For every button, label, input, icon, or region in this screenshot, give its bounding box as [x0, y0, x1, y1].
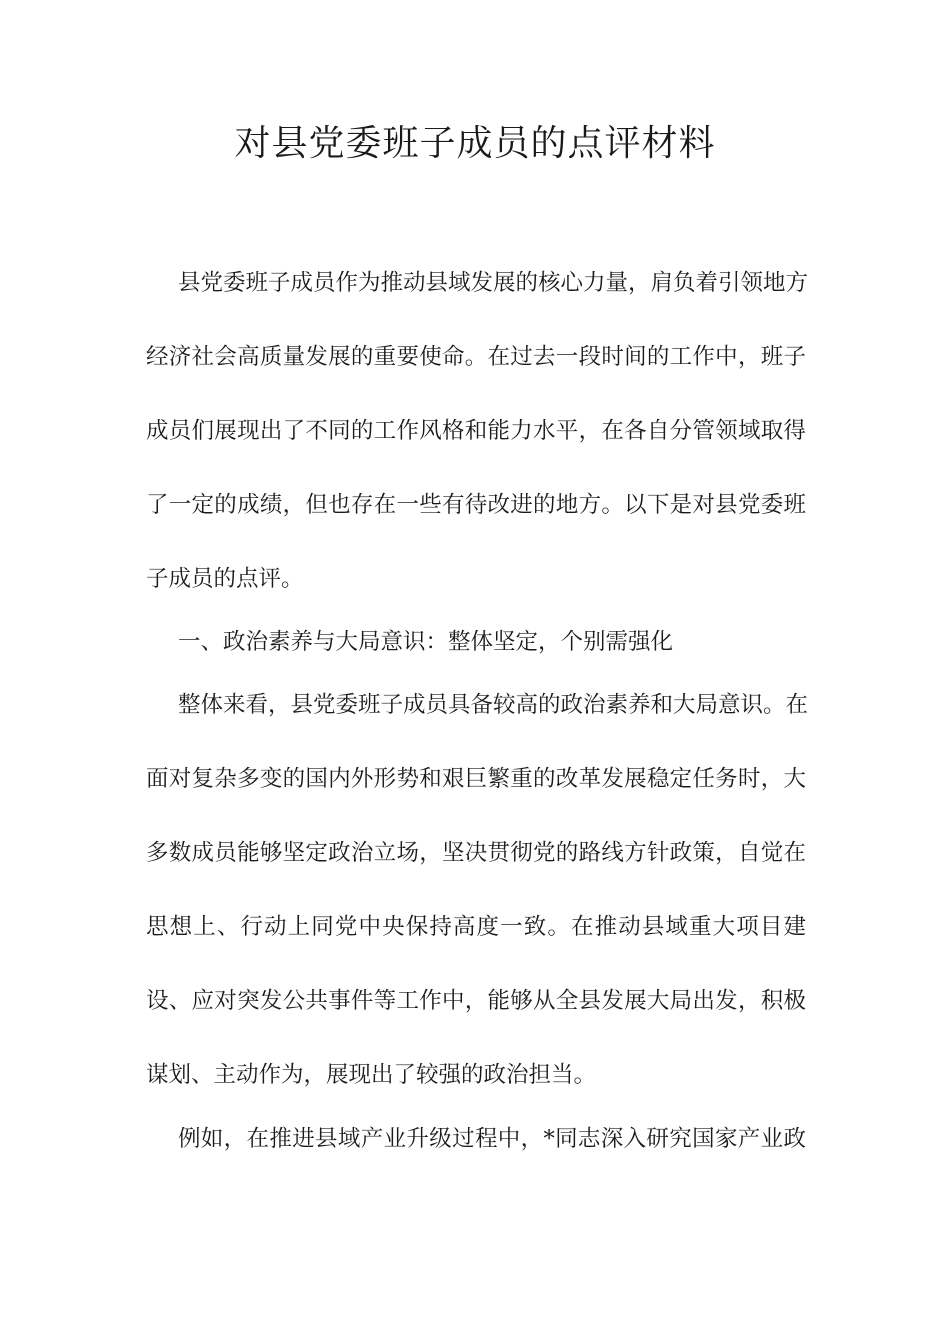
paragraph-line: 设、应对突发公共事件等工作中，能够从全县发展大局出发，积极: [146, 988, 806, 1014]
section-heading: 一、政治素养与大局意识：整体坚定，个别需强化: [178, 629, 674, 655]
paragraph-line: 经济社会高质量发展的重要使命。在过去一段时间的工作中，班子: [146, 344, 806, 370]
paragraph-line: 子成员的点评。: [146, 566, 304, 592]
paragraph-line: 面对复杂多变的国内外形势和艰巨繁重的改革发展稳定任务时，大: [146, 766, 806, 792]
paragraph-line: 谋划、主动作为，展现出了较强的政治担当。: [146, 1062, 597, 1088]
paragraph-line: 县党委班子成员作为推动县域发展的核心力量，肩负着引领地方: [178, 270, 809, 296]
paragraph-line: 整体来看，县党委班子成员具备较高的政治素养和大局意识。在: [178, 692, 809, 718]
paragraph-line: 例如，在推进县域产业升级过程中，*同志深入研究国家产业政: [178, 1126, 806, 1152]
paragraph-line: 多数成员能够坚定政治立场，坚决贯彻党的路线方针政策，自觉在: [146, 840, 806, 866]
paragraph-line: 了一定的成绩，但也存在一些有待改进的地方。以下是对县党委班: [146, 492, 806, 518]
paragraph-line: 成员们展现出了不同的工作风格和能力水平，在各自分管领域取得: [146, 418, 806, 444]
paragraph-line: 思想上、行动上同党中央保持高度一致。在推动县域重大项目建: [146, 914, 806, 940]
document-title: 对县党委班子成员的点评材料: [234, 123, 716, 164]
